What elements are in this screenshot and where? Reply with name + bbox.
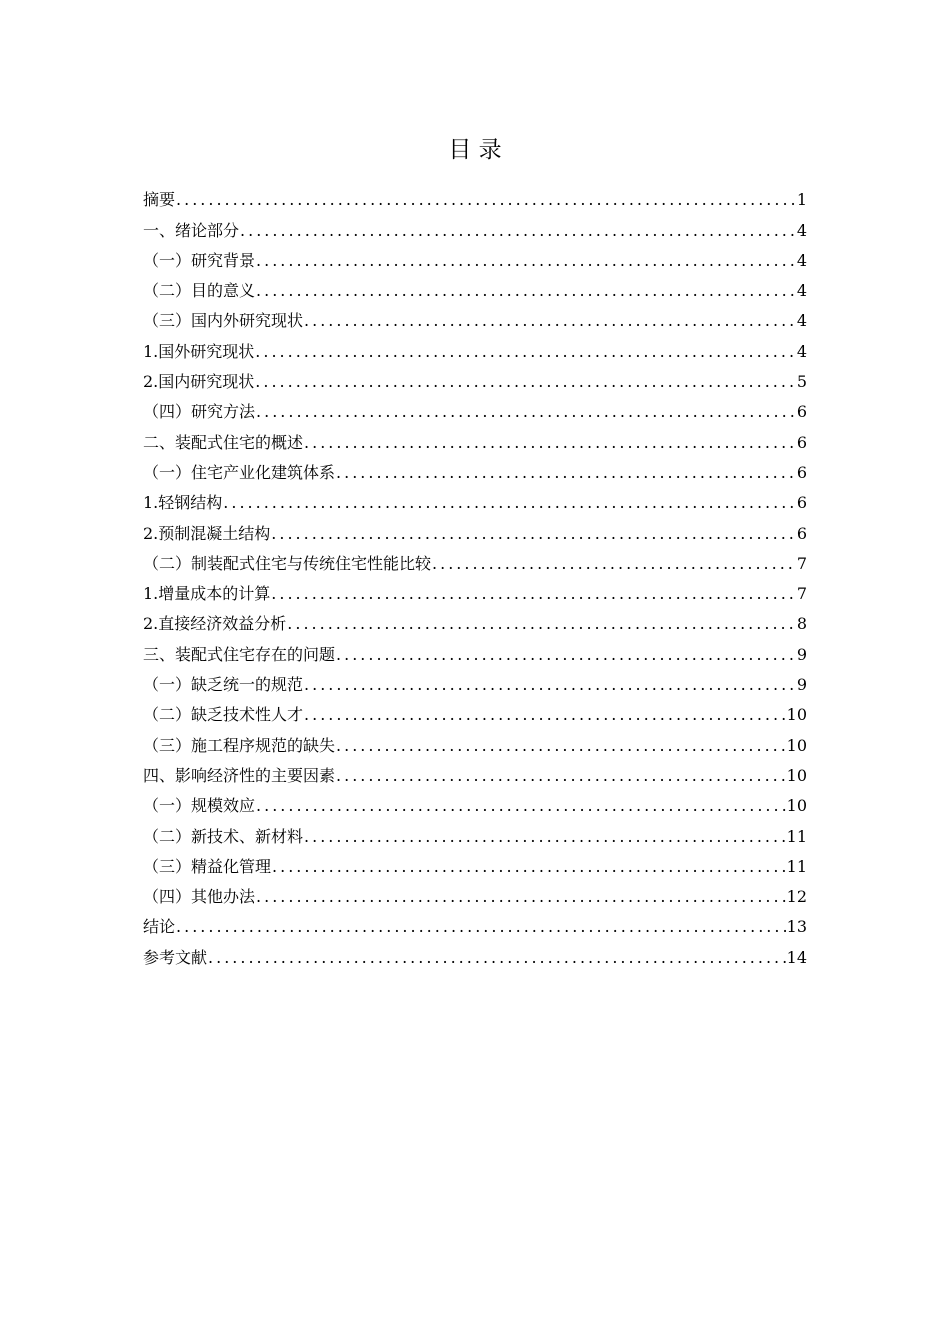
dot-leader [432, 554, 796, 574]
toc-entry-label: 一、绪论部分 [143, 220, 240, 240]
toc-entry[interactable] [143, 513, 807, 543]
dot-leader [271, 584, 796, 604]
toc-entry-page: 4 [796, 281, 807, 301]
toc-entry[interactable] [143, 301, 807, 331]
toc-entry[interactable] [143, 604, 807, 634]
toc-entry-page: 5 [796, 372, 807, 392]
toc-entry-label: 三、装配式住宅存在的问题 [143, 644, 336, 664]
toc-entry[interactable] [143, 180, 807, 210]
toc-entry-page: 8 [796, 614, 807, 634]
dot-leader [256, 281, 796, 301]
toc-entry-label: （二）新技术、新材料 [143, 826, 304, 846]
toc-entry-label: （二）制装配式住宅与传统住宅性能比较 [143, 553, 432, 573]
dot-leader [287, 614, 796, 634]
toc-entry[interactable] [143, 847, 807, 877]
dot-leader [304, 705, 786, 725]
dot-leader [336, 645, 796, 665]
toc-entry[interactable] [143, 362, 807, 392]
dot-leader [336, 766, 786, 786]
toc-entry-page: 4 [796, 341, 807, 361]
dot-leader [304, 433, 796, 453]
toc-entry[interactable] [143, 665, 807, 695]
toc-entry-page: 7 [796, 553, 807, 573]
toc-entry-page: 6 [796, 402, 807, 422]
dot-leader [223, 493, 796, 513]
toc-entry-label: 1.增量成本的计算 [143, 584, 271, 604]
toc-entry[interactable] [143, 544, 807, 574]
dot-leader [336, 736, 786, 756]
toc-entry-page: 9 [796, 644, 807, 664]
dot-leader [176, 190, 796, 210]
toc-entry-page: 1 [796, 190, 807, 210]
toc-entry-page: 11 [786, 826, 807, 846]
toc-entry-label: 1.国外研究现状 [143, 341, 255, 361]
toc-entry-page: 9 [796, 675, 807, 695]
toc-entry[interactable] [143, 937, 807, 967]
toc-entry-page: 4 [796, 311, 807, 331]
toc-entry-label: （四）其他办法 [143, 887, 256, 907]
toc-entry[interactable] [143, 241, 807, 271]
toc-entry-label: 四、影响经济性的主要因素 [143, 765, 336, 785]
toc-entry[interactable] [143, 786, 807, 816]
toc-entry-page: 4 [796, 220, 807, 240]
toc-entry-label: 2.直接经济效益分析 [143, 614, 287, 634]
toc-entry-label: （三）精益化管理 [143, 856, 272, 876]
toc-entry-page: 7 [796, 584, 807, 604]
toc-entry-label: 2.国内研究现状 [143, 372, 255, 392]
toc-entry[interactable] [143, 634, 807, 664]
dot-leader [208, 948, 786, 968]
toc-entry-label: （一）住宅产业化建筑体系 [143, 462, 336, 482]
dot-leader [255, 342, 796, 362]
toc-entry[interactable] [143, 725, 807, 755]
toc-entry-label: 摘要 [143, 190, 176, 210]
toc-entry-label: （一）规模效应 [143, 796, 256, 816]
toc-entry[interactable] [143, 483, 807, 513]
toc-entry[interactable] [143, 877, 807, 907]
toc-entry-page: 6 [796, 462, 807, 482]
dot-leader [304, 311, 796, 331]
toc-entry-page: 11 [786, 856, 807, 876]
dot-leader [336, 463, 796, 483]
toc-entry-label: （一）研究背景 [143, 250, 256, 270]
toc-entry-page: 10 [786, 735, 807, 755]
toc-entry[interactable] [143, 331, 807, 361]
toc-entry[interactable] [143, 392, 807, 422]
toc-entry[interactable] [143, 756, 807, 786]
toc-entry[interactable] [143, 271, 807, 301]
toc-entry[interactable] [143, 907, 807, 937]
toc-entry[interactable] [143, 695, 807, 725]
toc-entry-label: （三）国内外研究现状 [143, 311, 304, 331]
toc-entry-label: 参考文献 [143, 947, 208, 967]
toc-entry[interactable] [143, 210, 807, 240]
dot-leader [304, 675, 796, 695]
toc-entry-page: 10 [786, 765, 807, 785]
toc-entry-label: 2.预制混凝土结构 [143, 523, 271, 543]
toc-entry-page: 6 [796, 493, 807, 513]
dot-leader [255, 372, 796, 392]
dot-leader [176, 917, 786, 937]
toc-entry-label: 1.轻钢结构 [143, 493, 223, 513]
toc-entry-page: 14 [786, 947, 807, 967]
dot-leader [272, 857, 786, 877]
dot-leader [256, 796, 786, 816]
toc-entry[interactable] [143, 574, 807, 604]
toc-entry-page: 6 [796, 523, 807, 543]
toc-title: 目 录 [448, 137, 502, 163]
toc-entry[interactable] [143, 453, 807, 483]
dot-leader [304, 827, 786, 847]
toc-entry-label: （二）目的意义 [143, 281, 256, 301]
dot-leader [256, 887, 786, 907]
toc-entry-label: （一）缺乏统一的规范 [143, 675, 304, 695]
toc-entry-page: 4 [796, 250, 807, 270]
toc-entry-page: 12 [786, 887, 807, 907]
dot-leader [256, 251, 796, 271]
toc-entry-page: 10 [786, 796, 807, 816]
toc-entry-label: （四）研究方法 [143, 402, 256, 422]
toc-entry-page: 10 [786, 705, 807, 725]
toc-entry-label: 二、装配式住宅的概述 [143, 432, 304, 452]
toc-entry-page: 6 [796, 432, 807, 452]
dot-leader [256, 402, 796, 422]
toc-entry-page: 13 [786, 917, 807, 937]
toc-list [143, 180, 807, 968]
dot-leader [240, 221, 796, 241]
dot-leader [271, 524, 796, 544]
toc-entry-label: （二）缺乏技术性人才 [143, 705, 304, 725]
toc-entry[interactable] [143, 422, 807, 452]
toc-entry-label: 结论 [143, 917, 176, 937]
toc-entry[interactable] [143, 816, 807, 846]
toc-entry-label: （三）施工程序规范的缺失 [143, 735, 336, 755]
